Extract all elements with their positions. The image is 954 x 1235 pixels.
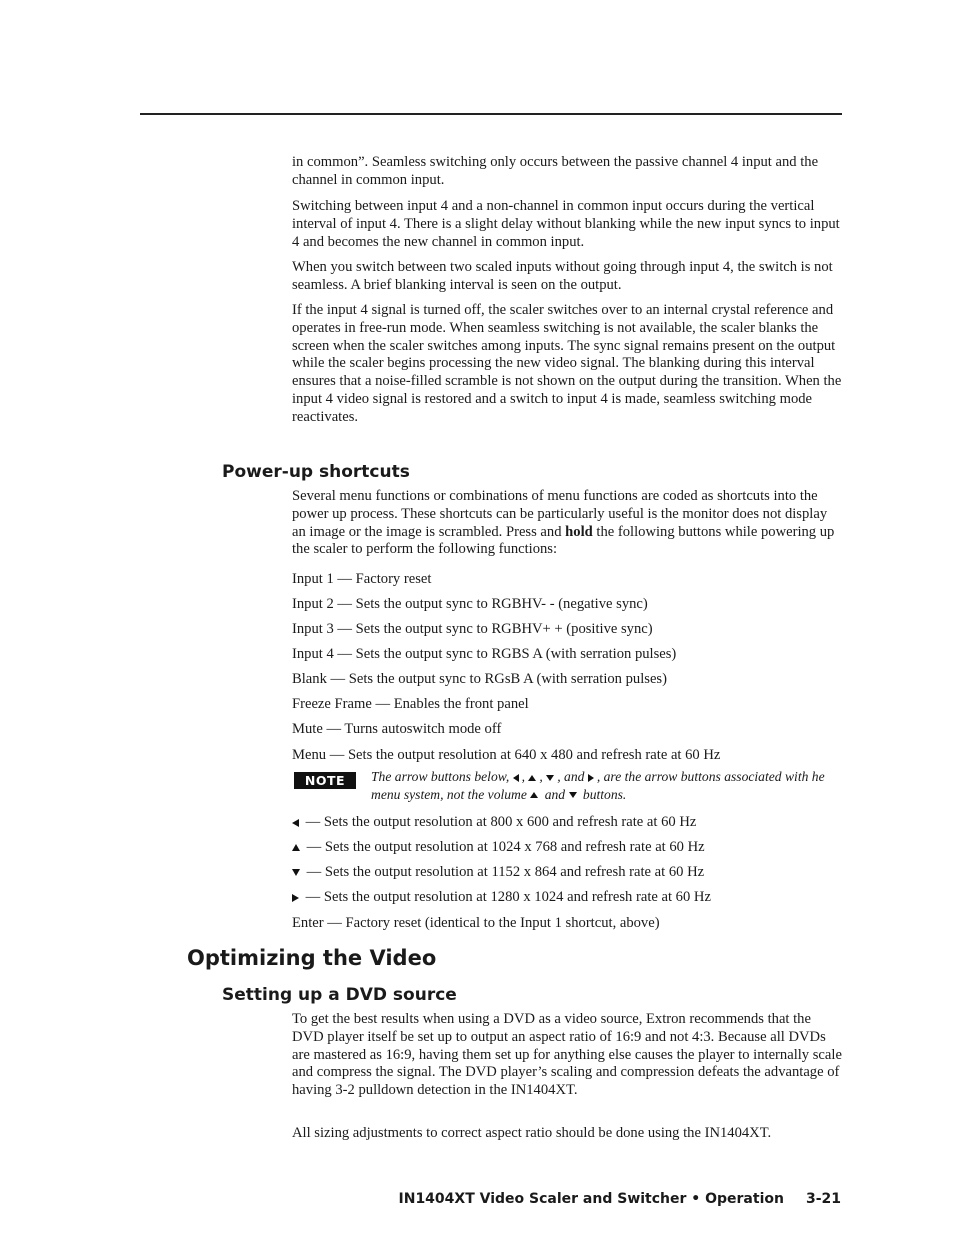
shortcut-item-right-arrow: — Sets the output resolution at 1280 x 1024 and refresh rate at 60 Hz bbox=[292, 888, 711, 906]
shortcut-item-menu: Menu — Sets the output resolution at 640 x 480 and refresh rate at 60 Hz bbox=[292, 747, 721, 763]
intro-paragraph-3: When you switch between two scaled inputs without going through input 4, the switch is not seamless. A brief blanking interval is seen on the output. bbox=[292, 259, 833, 293]
note-text: The arrow buttons below, , , , and , are the arrow buttons associated with he menu system, not the volume and buttons. bbox=[371, 769, 825, 802]
volume-up-icon bbox=[530, 792, 538, 798]
footer-title: IN1404XT Video Scaler and Switcher • Operation bbox=[398, 1191, 784, 1207]
right-arrow-icon bbox=[292, 894, 299, 902]
page-footer bbox=[399, 1191, 841, 1207]
shortcut-item-input-4: Input 4 — Sets the output sync to RGBS A (with serration pulses) bbox=[292, 646, 677, 662]
shortcut-item-blank: Blank — Sets the output sync to RGsB A (with serration pulses) bbox=[292, 671, 667, 687]
power-up-intro: Several menu functions or combinations of menu functions are coded as shortcuts into the power up process. These shortcuts can be particularly useful is the monitor does not display an image or the image is scrambled. Press and hold the following buttons while powering up the scaler to perform the following functions: bbox=[292, 488, 835, 558]
shortcut-item-down-arrow: — Sets the output resolution at 1152 x 864 and refresh rate at 60 Hz bbox=[292, 863, 704, 881]
optimizing-heading: Optimizing the Video bbox=[187, 946, 437, 970]
shortcut-item-input-3: Input 3 — Sets the output sync to RGBHV+ + (positive sync) bbox=[292, 621, 653, 637]
shortcut-item-input-1: Input 1 — Factory reset bbox=[292, 571, 432, 587]
left-arrow-icon bbox=[513, 774, 519, 782]
shortcut-item-left-arrow: — Sets the output resolution at 800 x 600 and refresh rate at 60 Hz bbox=[292, 813, 696, 831]
dvd-source-heading: Setting up a DVD source bbox=[222, 985, 457, 1005]
shortcut-item-enter: Enter — Factory reset (identical to the Input 1 shortcut, above) bbox=[292, 915, 660, 931]
dvd-paragraph-1: To get the best results when using a DVD as a video source, Extron recommends that the DVD player itself be set up to output an aspect ratio of 16:9 and not 4:3. Because all DVDs are mastered as 16:9, having them set up for anything else causes the player to internally scale and compress the signal. The DVD player’s scaling and compression defeats the advantage of having 3-2 pulldown detection in the IN1404XT. bbox=[292, 1011, 842, 1099]
up-arrow-icon bbox=[528, 775, 536, 781]
down-arrow-icon bbox=[546, 775, 554, 781]
left-arrow-icon bbox=[292, 819, 299, 827]
down-arrow-icon bbox=[292, 869, 300, 876]
shortcut-item-mute: Mute — Turns autoswitch mode off bbox=[292, 721, 502, 737]
shortcut-item-up-arrow: — Sets the output resolution at 1024 x 768 and refresh rate at 60 Hz bbox=[292, 838, 705, 856]
dvd-paragraph-2: All sizing adjustments to correct aspect ratio should be done using the IN1404XT. bbox=[292, 1125, 772, 1141]
right-arrow-icon bbox=[588, 774, 594, 782]
note-badge: NOTE bbox=[294, 772, 356, 789]
intro-paragraph-2: Switching between input 4 and a non-channel in common input occurs during the vertical interval of input 4. There is a slight delay without blanking while the new input syncs to input 4 and becomes the new channel in common input. bbox=[292, 198, 840, 250]
power-up-heading: Power-up shortcuts bbox=[222, 462, 410, 482]
intro-paragraph-4: If the input 4 signal is turned off, the scaler switches over to an internal crystal reference and operates in free-run mode. When seamless switching is not available, the scaler blanks the screen when the scaler switches among inputs. The sync signal remains present on the output while the scaler begins processing the new video signal. The blanking during this interval ensures that a noise-filled scramble is not shown on the output during the transition. When the input 4 video signal is restored and a switch to input 4 is made, seamless switching mode reactivates. bbox=[292, 302, 842, 425]
shortcut-item-freeze-frame: Freeze Frame — Enables the front panel bbox=[292, 696, 529, 712]
shortcut-item-input-2: Input 2 — Sets the output sync to RGBHV- - (negative sync) bbox=[292, 596, 648, 612]
intro-paragraph-1: in common”. Seamless switching only occurs between the passive channel 4 input and the channel in common input. bbox=[292, 154, 819, 188]
up-arrow-icon bbox=[292, 844, 300, 851]
page-number: 3-21 bbox=[805, 1191, 841, 1207]
volume-down-icon bbox=[569, 792, 577, 798]
header-rule bbox=[140, 113, 842, 115]
